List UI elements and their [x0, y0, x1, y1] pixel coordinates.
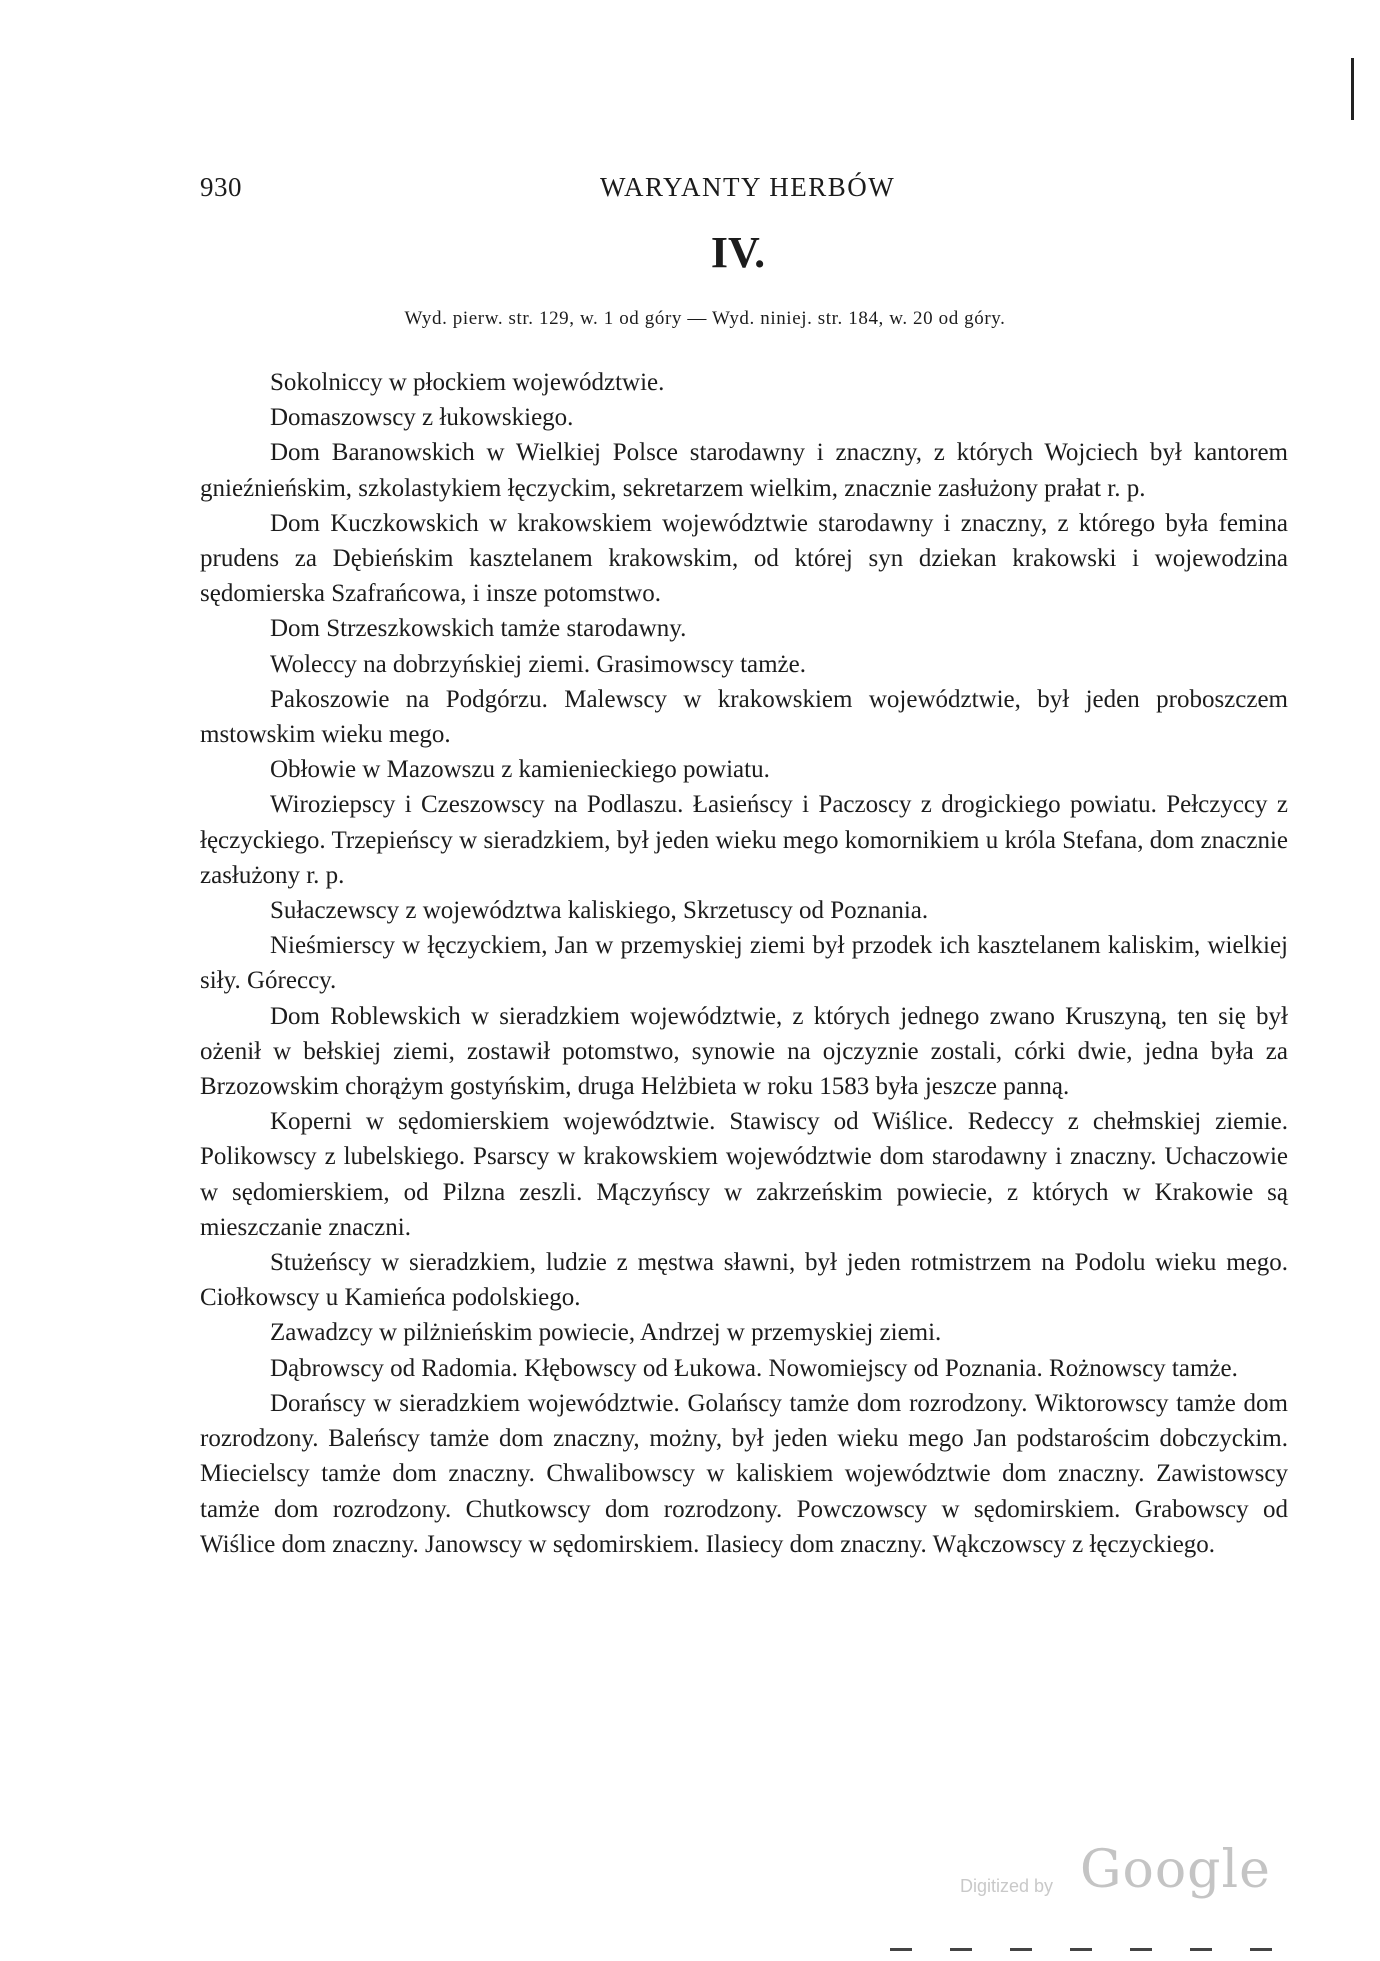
paragraph: Dorańscy w sieradzkiem województwie. Golańscy tamże dom rozrodzony. Wiktorowscy tamże dom rozrodzony. Baleńscy tamże dom znaczny, możny, był jeden wieku mego Jan podstarościm dobczyckim. Miecielscy tamże dom znaczny. Chwalibowscy w kaliskiem województwie dom znaczny. Zawistowscy tamże dom rozrodzony. Chutkowscy dom rozrodzony. Powczowscy w sędomirskiem. Grabowscy od Wiślice dom znaczny. Janowscy w sędomirskiem. Ilasiecy dom znaczny. Wąkczowscy z łęczyckiego.: [200, 1389, 1288, 1558]
scan-edge-mark: [1351, 58, 1354, 120]
digitized-watermark: [960, 1840, 1300, 1910]
digitized-label: Digitized by: [960, 1876, 1054, 1896]
paragraph: Dąbrowscy od Radomia. Kłębowscy od Łukowa. Nowomiejscy od Poznania. Rożnowscy tamże.: [270, 1354, 1238, 1382]
paragraph: Sokolniccy w płockiem województwie.: [270, 369, 665, 396]
google-logo: Google: [1080, 1840, 1271, 1900]
paragraph: Dom Strzeszkowskich tamże starodawny.: [270, 615, 687, 643]
page-number: 930: [200, 172, 242, 202]
paragraph: Zawadzcy w pilżnieńskim powiecie, Andrzej w przemyskiej ziemi.: [270, 1319, 942, 1347]
paragraph: Koperni w sędomierskiem województwie. Stawiscy od Wiślice. Redeccy z chełmskiej ziemie. Polikowscy z lubelskiego. Psarscy w krakowskiem województwie dom starodawny i znaczny. Uchaczowie w sędomierskiem, od Pilzna zeszli. Mączyńscy w zakrzeńskim powiecie, z których w Krakowie są mieszczanie znaczni.: [200, 1108, 1288, 1241]
paragraph: Domaszowscy z łukowskiego.: [270, 404, 574, 432]
page-header: [200, 172, 1290, 212]
paragraph: Dom Kuczkowskich w krakowskiem województwie starodawny i znaczny, z którego była femina prudens za Dębieńskim kasztelanem krakowskim, od której syn dziekan krakowski i wojewodzina sędomierska Szafrańcowa, i insze potomstwo.: [200, 509, 1288, 608]
section-numeral: IV.: [710, 228, 766, 277]
paragraph: Woleccy na dobrzyńskiej ziemi. Grasimowscy tamże.: [270, 650, 806, 678]
scan-bottom-rule: [890, 1948, 1310, 1951]
paragraph: Obłowie w Mazowszu z kamienieckiego powiatu.: [270, 756, 770, 784]
paragraph: Stużeńscy w sieradzkiem, ludzie z męstwa sławni, był jeden rotmistrzem na Podolu wieku mego. Ciołkowscy u Kamieńca podolskiego.: [200, 1249, 1288, 1312]
paragraph: Dom Baranowskich w Wielkiej Polsce starodawny i znaczny, z których Wojciech był kantorem gnieźnieńskim, szkolastykiem łęczyckim, sekretarzem wielkim, znacznie zasłużony prałat r. p.: [200, 439, 1288, 502]
paragraph: Pakoszowie na Podgórzu. Malewscy w krakowskiem województwie, był jeden proboszczem mstowskim wieku mego.: [200, 685, 1288, 749]
edition-note: Wyd. pierw. str. 129, w. 1 od góry — Wyd. niniej. str. 184, w. 20 od góry.: [404, 308, 1006, 329]
running-title: WARYANTY HERBÓW: [600, 172, 896, 202]
body-text: [200, 365, 1288, 1562]
paragraph: Wiroziepscy i Czeszowscy na Podlaszu. Łasieńscy i Paczoscy z drogickiego powiatu. Pełczyccy z łęczyckiego. Trzepieńscy w sieradzkiem, był jeden wieku mego komornikiem u króla Stefana, dom znacznie zasłużony r. p.: [200, 791, 1288, 889]
paragraph: Sułaczewscy z województwa kaliskiego, Skrzetuscy od Poznania.: [270, 897, 929, 925]
paragraph: Dom Roblewskich w sieradzkiem województwie, z których jednego zwano Kruszyną, ten się był ożenił w bełskiej ziemi, zostawił potomstwo, synowie na ojczyznie zostali, córki dwie, jedna była za Brzozowskim chorążym gostyńskim, druga Helżbieta w roku 1583 była jeszcze panną.: [200, 1002, 1288, 1101]
paragraph: Nieśmierscy w łęczyckiem, Jan w przemyskiej ziemi był przodek ich kasztelanem kaliskim, wielkiej siły. Góreccy.: [200, 932, 1288, 995]
